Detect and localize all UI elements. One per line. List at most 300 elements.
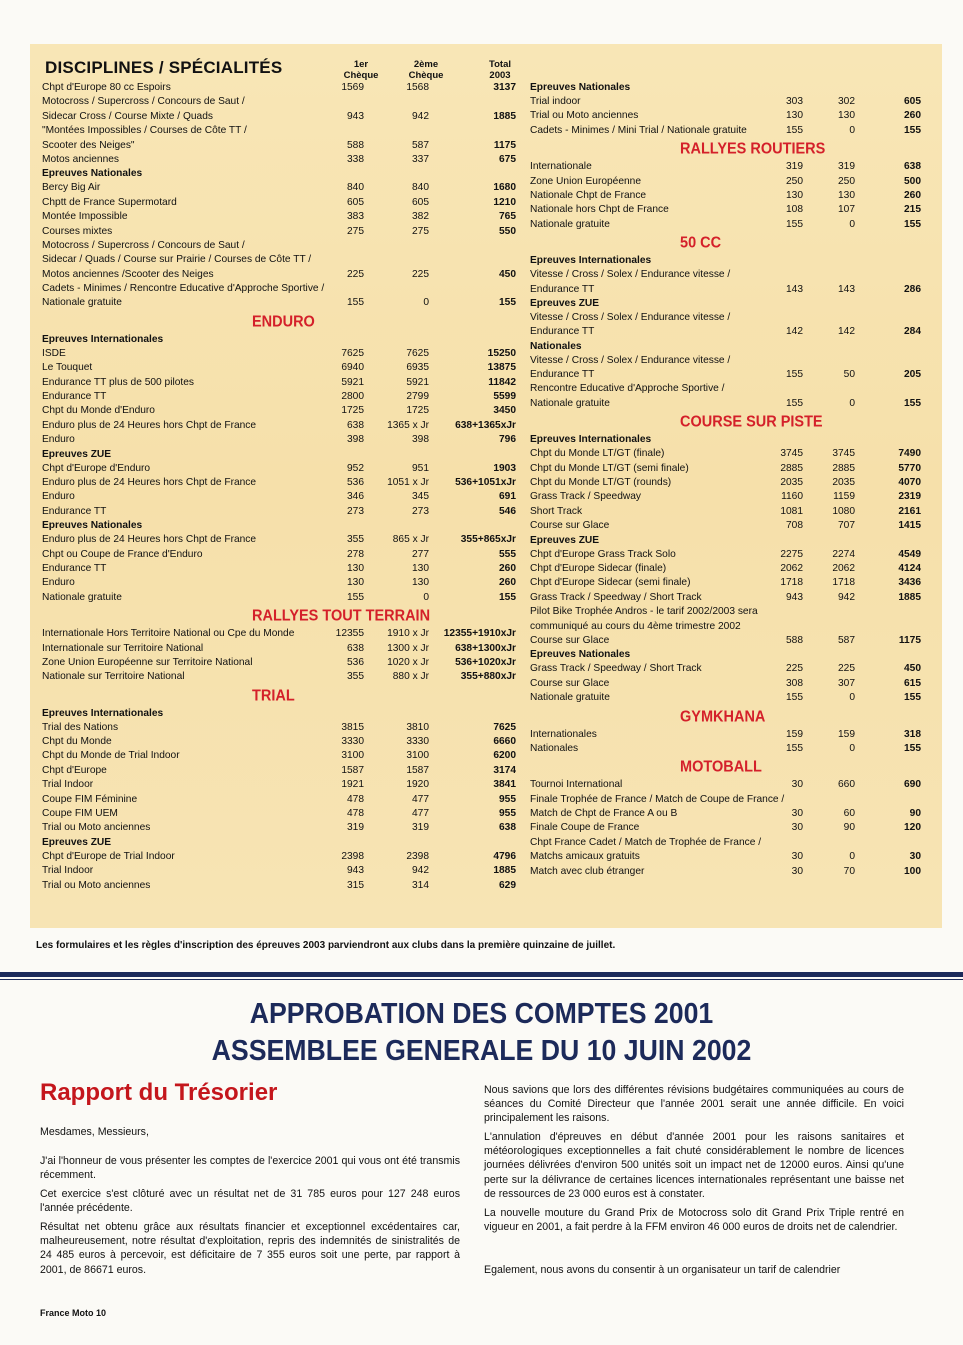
table-row	[42, 821, 518, 835]
total-cell: 155	[904, 692, 921, 704]
first-cheque-cell: 143	[786, 283, 803, 295]
section-title	[42, 311, 518, 333]
total-cell: 691	[499, 491, 516, 503]
table-row	[42, 196, 518, 210]
row-label: Nationale gratuite	[530, 397, 610, 409]
total-cell: 536+1051xJr	[455, 476, 516, 488]
table-row	[42, 282, 518, 296]
first-cheque-cell: 708	[786, 520, 803, 532]
table-row	[42, 793, 518, 807]
table-row	[530, 175, 923, 189]
row-label: Enduro plus de 24 Heures hors Chpt de France	[42, 534, 257, 546]
row-label: Epreuves Nationales	[42, 520, 143, 532]
table-row	[530, 368, 923, 382]
total-cell: 450	[499, 268, 516, 280]
group-heading	[42, 167, 518, 181]
row-label: Enduro	[42, 577, 75, 589]
row-label: Cadets - Minimes / Rencontre Educative d'Approche Sportive /	[42, 283, 325, 295]
second-cheque-cell: 1300 x Jr	[387, 642, 429, 654]
second-cheque-cell: 3810	[406, 721, 429, 733]
first-cheque-cell: 3745	[780, 448, 803, 460]
total-cell: 3174	[493, 764, 516, 776]
first-cheque-cell: 30	[791, 865, 803, 877]
row-label: Epreuves ZUE	[42, 836, 112, 848]
second-cheque-cell: 60	[843, 808, 855, 820]
first-cheque-cell: 943	[347, 865, 364, 877]
table-row	[42, 850, 518, 864]
left-paragraph-1: Mesdames, Messieurs,	[40, 1126, 149, 1138]
first-cheque-cell: 2275	[780, 548, 803, 560]
row-label: Trial Indoor	[42, 865, 94, 877]
row-label: Nationale gratuite	[42, 297, 122, 309]
first-cheque-cell: 3815	[341, 721, 364, 733]
second-cheque-cell: 337	[412, 153, 429, 165]
table-row	[530, 742, 923, 756]
table-row	[42, 404, 518, 418]
total-cell: 1175	[493, 139, 516, 151]
row-label: Montée Impossible	[42, 211, 128, 223]
second-cheque-cell: 398	[412, 434, 429, 446]
first-cheque-cell: 638	[347, 642, 364, 654]
first-cheque-cell: 108	[786, 204, 803, 216]
second-cheque-cell: 951	[412, 462, 429, 474]
table-row	[42, 864, 518, 878]
group-heading	[530, 81, 923, 95]
row-label: Endurance TT plus de 500 pilotes	[42, 376, 194, 388]
row-label: Epreuves Nationales	[530, 82, 631, 93]
right-paragraph-4: Egalement, nous avons du consentir à un organisateur un tarif de calendrier	[484, 1264, 841, 1276]
divider-rule	[0, 972, 963, 977]
table-row	[530, 95, 923, 109]
first-cheque-cell: 1081	[780, 505, 803, 517]
row-label: Chptt de France Supermotard	[42, 196, 177, 208]
first-cheque-cell: 605	[347, 196, 364, 208]
first-cheque-cell: 30	[791, 822, 803, 834]
first-cheque-cell: 478	[347, 808, 364, 820]
table-row	[42, 778, 518, 792]
total-cell: 260	[499, 562, 516, 574]
row-label: Sidecar Cross / Course Mixte / Quads	[42, 110, 213, 122]
first-cheque-cell: 273	[347, 505, 364, 517]
first-cheque-cell: 30	[791, 808, 803, 820]
table-row	[42, 347, 518, 361]
first-cheque-cell: 30	[791, 851, 803, 863]
table-row	[42, 749, 518, 763]
total-cell: 1903	[493, 462, 516, 474]
table-row	[530, 124, 923, 138]
second-cheque-cell: 159	[838, 728, 855, 740]
total-cell: 500	[904, 175, 921, 187]
second-cheque-cell: 477	[412, 793, 429, 805]
col-header-total-2003: Total 2003	[489, 59, 511, 81]
first-cheque-cell: 155	[347, 297, 364, 309]
total-cell: 90	[909, 808, 921, 820]
page-footer: France Moto 10	[40, 1308, 107, 1318]
total-cell: 638+1300xJr	[455, 642, 516, 654]
row-label: Trial Indoor	[42, 779, 94, 791]
first-cheque-cell: 478	[347, 793, 364, 805]
table-row	[42, 239, 518, 253]
table-row	[530, 218, 923, 232]
second-cheque-cell: 107	[838, 204, 855, 216]
table-title: DISCIPLINES / SPÉCIALITÉS	[45, 58, 283, 77]
second-cheque-cell: 587	[412, 139, 429, 151]
total-cell: 3436	[898, 577, 921, 589]
second-cheque-cell: 0	[849, 124, 855, 136]
first-cheque-cell: 130	[786, 189, 803, 201]
section-title	[530, 756, 923, 778]
section-label: 50 CC	[680, 234, 722, 252]
row-label: Match avec club étranger	[530, 865, 645, 877]
section-label: RALLYES TOUT TERRAIN	[252, 607, 431, 625]
row-label: Epreuves Nationales	[42, 168, 143, 180]
left-column	[42, 81, 518, 893]
second-cheque-cell: 142	[838, 326, 855, 338]
first-cheque-cell: 155	[786, 369, 803, 381]
table-row	[530, 677, 923, 691]
total-cell: 120	[904, 822, 921, 834]
first-cheque-cell: 5921	[341, 376, 364, 388]
section-title	[530, 411, 923, 433]
table-row	[42, 110, 518, 124]
row-label: Endurance TT	[42, 562, 107, 574]
table-row	[530, 160, 923, 174]
total-cell: 6660	[493, 736, 516, 748]
table-row	[42, 591, 518, 605]
second-cheque-cell: 319	[838, 161, 855, 173]
total-cell: 638+1365xJr	[455, 419, 516, 431]
row-label: Course sur Glace	[530, 634, 610, 646]
second-cheque-cell: 2885	[832, 462, 855, 474]
total-cell: 1885	[898, 591, 921, 603]
table-row	[42, 562, 518, 576]
table-row	[42, 627, 518, 641]
table-row	[42, 548, 518, 562]
first-cheque-cell: 943	[786, 591, 803, 603]
total-cell: 155	[499, 591, 516, 603]
right-paragraph-2: L'annulation d'épreuves en début d'année 2001 pour les raisons sanitaires et météorologiques exceptionnelles a fait chuté considérablement le nombre de licences journées délivrées d'environ 500 unités soit un impact net de 12000 euros. Ainsi qu'une perte sur la délivrance de certaines licences internationales représentant une baisse net de ressources de 23 000 euros est à constater.	[484, 1131, 904, 1200]
row-label: Nationale gratuite	[42, 591, 122, 603]
total-cell: 955	[499, 793, 516, 805]
first-cheque-cell: 308	[786, 677, 803, 689]
first-cheque-cell: 346	[347, 491, 364, 503]
section-label: COURSE SUR PISTE	[680, 413, 823, 431]
first-cheque-cell: 319	[786, 161, 803, 173]
first-cheque-cell: 2035	[780, 477, 803, 489]
first-cheque-cell: 588	[786, 634, 803, 646]
rapport-title: Rapport du Trésorier	[40, 1079, 278, 1106]
table-row	[530, 728, 923, 742]
row-label: Trial ou Moto anciennes	[530, 110, 639, 122]
second-cheque-cell: 1159	[833, 491, 855, 503]
second-cheque-cell: 314	[412, 879, 429, 891]
total-cell: 5599	[493, 391, 516, 403]
table-row	[42, 642, 518, 656]
row-label: Chpt d'Europe d'Enduro	[42, 462, 151, 474]
table-row	[42, 139, 518, 153]
second-cheque-cell: 3100	[406, 750, 429, 762]
table-row	[42, 533, 518, 547]
table-row	[530, 793, 923, 807]
table-row	[530, 620, 923, 634]
first-cheque-cell: 130	[347, 577, 364, 589]
row-label: Chpt d'Europe Grass Track Solo	[530, 548, 676, 560]
row-label: Nationale sur Territoire National	[42, 671, 185, 683]
first-cheque-cell: 2800	[341, 391, 364, 403]
table-row	[42, 81, 518, 95]
second-cheque-cell: 130	[838, 110, 855, 122]
second-cheque-cell: 277	[412, 548, 429, 560]
second-cheque-cell: 143	[838, 283, 855, 295]
row-label: Rencontre Educative d'Approche Sportive /	[530, 383, 725, 395]
row-label: Grass Track / Speedway / Short Track	[530, 591, 702, 603]
second-cheque-cell: 90	[843, 822, 855, 834]
second-cheque-cell: 3745	[832, 448, 855, 460]
row-label: Zone Union Européenne	[530, 175, 642, 187]
table-row	[530, 865, 923, 879]
row-label: Endurance TT	[42, 505, 107, 517]
total-cell: 638	[499, 822, 516, 834]
total-cell: 955	[499, 808, 516, 820]
total-cell: 2319	[898, 491, 921, 503]
right-paragraph-3: La nouvelle mouture du Grand Prix de Motocross solo dit Grand Prix Triple rentré en vigueur en 2001, a fait perdre à la FFM environ 46 000 euros de droits net de calendrier.	[484, 1207, 904, 1234]
total-cell: 3137	[493, 82, 516, 93]
total-cell: 205	[904, 369, 921, 381]
total-cell: 629	[499, 879, 516, 891]
row-label: Vitesse / Cross / Solex / Endurance vitesse /	[530, 269, 731, 281]
table-row	[42, 462, 518, 476]
second-cheque-cell: 880 x Jr	[392, 671, 429, 683]
row-label: Epreuves ZUE	[42, 448, 112, 460]
table-row	[530, 807, 923, 821]
table-row	[42, 807, 518, 821]
row-label: Endurance TT	[530, 326, 595, 338]
second-cheque-cell: 50	[843, 369, 855, 381]
first-cheque-cell: 536	[347, 656, 364, 668]
second-cheque-cell: 0	[849, 218, 855, 230]
table-row	[530, 634, 923, 648]
table-row	[530, 662, 923, 676]
total-cell: 1885	[493, 110, 516, 122]
first-cheque-cell: 355	[347, 671, 364, 683]
first-cheque-cell: 338	[347, 153, 364, 165]
table-row	[530, 189, 923, 203]
first-cheque-cell: 155	[786, 124, 803, 136]
row-label: Pilot Bike Trophée Andros - le tarif 2002/2003 sera	[530, 606, 758, 618]
first-cheque-cell: 2062	[780, 562, 803, 574]
row-label: Nationale gratuite	[530, 218, 610, 230]
second-cheque-cell: 130	[412, 577, 429, 589]
second-cheque-cell: 707	[838, 520, 855, 532]
second-cheque-cell: 1080	[832, 505, 855, 517]
row-label: Chpt du Monde LT/GT (rounds)	[530, 477, 672, 489]
first-cheque-cell: 355	[347, 534, 364, 546]
group-heading	[530, 297, 923, 311]
row-label: Grass Track / Speedway / Short Track	[530, 663, 702, 675]
tariff-table-panel	[30, 44, 942, 928]
section-title	[530, 138, 923, 160]
group-heading	[42, 836, 518, 850]
total-cell: 15250	[487, 347, 516, 359]
first-cheque-cell: 3100	[341, 750, 364, 762]
total-cell: 1175	[898, 634, 921, 646]
row-label: Motocross / Supercross / Concours de Saut /	[42, 239, 245, 251]
second-cheque-cell: 70	[843, 865, 855, 877]
table-row	[530, 268, 923, 282]
second-cheque-cell: 2398	[406, 850, 429, 862]
section-label: TRIAL	[252, 687, 295, 705]
second-cheque-cell: 942	[838, 591, 855, 603]
second-cheque-cell: 0	[849, 397, 855, 409]
total-cell: 260	[499, 577, 516, 589]
second-cheque-cell: 319	[412, 822, 429, 834]
row-label: Trial ou Moto anciennes	[42, 822, 151, 834]
second-cheque-cell: 477	[412, 808, 429, 820]
second-cheque-cell: 130	[412, 562, 429, 574]
second-cheque-cell: 660	[838, 779, 855, 791]
first-cheque-cell: 155	[786, 218, 803, 230]
first-cheque-cell: 155	[786, 397, 803, 409]
table-row	[42, 433, 518, 447]
total-cell: 12355+1910xJr	[443, 628, 516, 640]
table-row	[42, 670, 518, 684]
table-row	[530, 821, 923, 835]
row-label: Finale Trophée de France / Match de Coupe de France /	[530, 793, 785, 805]
row-label: Chpt d'Europe 80 cc Espoirs	[42, 82, 171, 93]
first-cheque-cell: 250	[786, 175, 803, 187]
total-cell: 450	[904, 663, 921, 675]
first-cheque-cell: 130	[786, 110, 803, 122]
total-cell: 1885	[493, 865, 516, 877]
second-cheque-cell: 865 x Jr	[392, 534, 429, 546]
row-label: Internationale Hors Territoire National ou Cpe du Monde	[42, 628, 295, 640]
row-label: Enduro plus de 24 Heures hors Chpt de France	[42, 476, 257, 488]
total-cell: 155	[499, 297, 516, 309]
left-paragraph-3: Cet exercice s'est clôturé avec un résultat net de 31 785 euros pour 127 248 euros l'année précédente.	[40, 1188, 460, 1215]
row-label: Epreuves Internationales	[42, 707, 164, 719]
col-header-first-cheque: 1er Chèque	[343, 59, 379, 81]
section-title	[42, 605, 518, 627]
first-cheque-cell: 1160	[781, 491, 803, 503]
first-cheque-cell: 159	[786, 728, 803, 740]
first-cheque-cell: 1718	[780, 577, 803, 589]
total-cell: 675	[499, 153, 516, 165]
table-row	[42, 505, 518, 519]
total-cell: 155	[904, 124, 921, 136]
total-cell: 7625	[493, 721, 516, 733]
table-row	[530, 382, 923, 396]
divider-rule-thin	[0, 979, 963, 980]
table-row	[530, 203, 923, 217]
total-cell: 2161	[898, 505, 921, 517]
total-cell: 6200	[493, 750, 516, 762]
table-row	[530, 462, 923, 476]
row-label: Motocross / Supercross / Concours de Saut /	[42, 96, 245, 108]
table-row	[42, 764, 518, 778]
second-cheque-cell: 1568	[406, 82, 429, 93]
row-label: Nationales	[530, 742, 579, 754]
first-cheque-cell: 278	[347, 548, 364, 560]
first-cheque-cell: 155	[786, 692, 803, 704]
total-cell: 4796	[493, 850, 516, 862]
table-row	[42, 268, 518, 282]
total-cell: 1680	[493, 182, 516, 194]
total-cell: 30	[909, 851, 921, 863]
col-header-second-cheque: 2ème Chèque	[408, 59, 444, 81]
row-label: Epreuves ZUE	[530, 297, 600, 309]
table-row	[42, 656, 518, 670]
section-title	[530, 706, 923, 728]
second-cheque-cell: 0	[423, 297, 429, 309]
table-row	[530, 691, 923, 705]
row-label: "Montées Impossibles / Courses de Côte TT /	[42, 125, 247, 137]
first-cheque-cell: 319	[347, 822, 364, 834]
first-cheque-cell: 155	[347, 591, 364, 603]
row-label: Vitesse / Cross / Solex / Endurance vitesse /	[530, 354, 731, 366]
row-label: Course sur Glace	[530, 677, 610, 689]
table-row	[530, 548, 923, 562]
table-row	[530, 576, 923, 590]
row-label: Trial indoor	[530, 96, 581, 107]
row-label: Chpt ou Coupe de France d'Enduro	[42, 548, 203, 560]
total-cell: 4549	[898, 548, 921, 560]
row-label: Motos anciennes /Scooter des Neiges	[42, 268, 214, 280]
second-cheque-cell: 2035	[832, 477, 855, 489]
group-heading	[42, 519, 518, 533]
total-cell: 155	[904, 218, 921, 230]
table-row	[42, 181, 518, 195]
second-cheque-cell: 382	[412, 211, 429, 223]
row-label: Chpt d'Europe Sidecar (finale)	[530, 562, 667, 574]
row-label: Chpt du Monde de Trial Indoor	[42, 750, 180, 762]
table-row	[530, 562, 923, 576]
row-label: Coupe FIM UEM	[42, 808, 118, 820]
second-cheque-cell: 302	[838, 96, 855, 107]
table-row	[530, 605, 923, 619]
first-cheque-cell: 1921	[341, 779, 364, 791]
row-label: Grass Track / Speedway	[530, 491, 641, 503]
first-cheque-cell: 30	[791, 779, 803, 791]
total-cell: 1415	[898, 520, 921, 532]
row-label: communiqué au cours du 4ème trimestre 2002	[530, 620, 741, 632]
first-cheque-cell: 383	[347, 211, 364, 223]
second-cheque-cell: 1365 x Jr	[387, 419, 429, 431]
row-label: Sidecar / Quads / Course sur Prairie / Courses de Côte TT /	[42, 254, 312, 266]
second-cheque-cell: 307	[838, 677, 855, 689]
second-cheque-cell: 5921	[406, 376, 429, 388]
total-cell: 536+1020xJr	[455, 656, 516, 668]
row-label: Epreuves ZUE	[530, 534, 600, 546]
row-label: Internationale	[530, 161, 592, 173]
table-row	[42, 419, 518, 433]
first-cheque-cell: 315	[347, 879, 364, 891]
second-cheque-cell: 7625	[406, 347, 429, 359]
left-paragraph-4: Résultat net obtenu grâce aux résultats financier et exceptionnel excédentaires car, malheureusement, notre résultat d'exploitation, repris des indemnités de sinistralités de 24 485 euros à percevoir, est déficitaire de 7 355 euros soit une perte, par rapport à 2001, de 86671 euros.	[40, 1221, 460, 1276]
first-cheque-cell: 536	[347, 476, 364, 488]
first-cheque-cell: 638	[347, 419, 364, 431]
total-cell: 638	[904, 161, 921, 173]
total-cell: 550	[499, 225, 516, 237]
first-cheque-cell: 225	[786, 663, 803, 675]
row-label: Chpt d'Europe Sidecar (semi finale)	[530, 577, 691, 589]
group-heading	[42, 333, 518, 347]
row-label: Endurance TT	[530, 369, 595, 381]
row-label: Enduro plus de 24 Heures hors Chpt de France	[42, 419, 257, 431]
group-heading	[530, 648, 923, 662]
table-row	[530, 476, 923, 490]
right-paragraph-1: Nous savions que lors des différentes révisions budgétaires communiquées au cours de séances du Comité Directeur que l'année 2001 serait une année difficile. En voici principalement les raisons.	[484, 1084, 904, 1125]
first-cheque-cell: 3330	[341, 736, 364, 748]
